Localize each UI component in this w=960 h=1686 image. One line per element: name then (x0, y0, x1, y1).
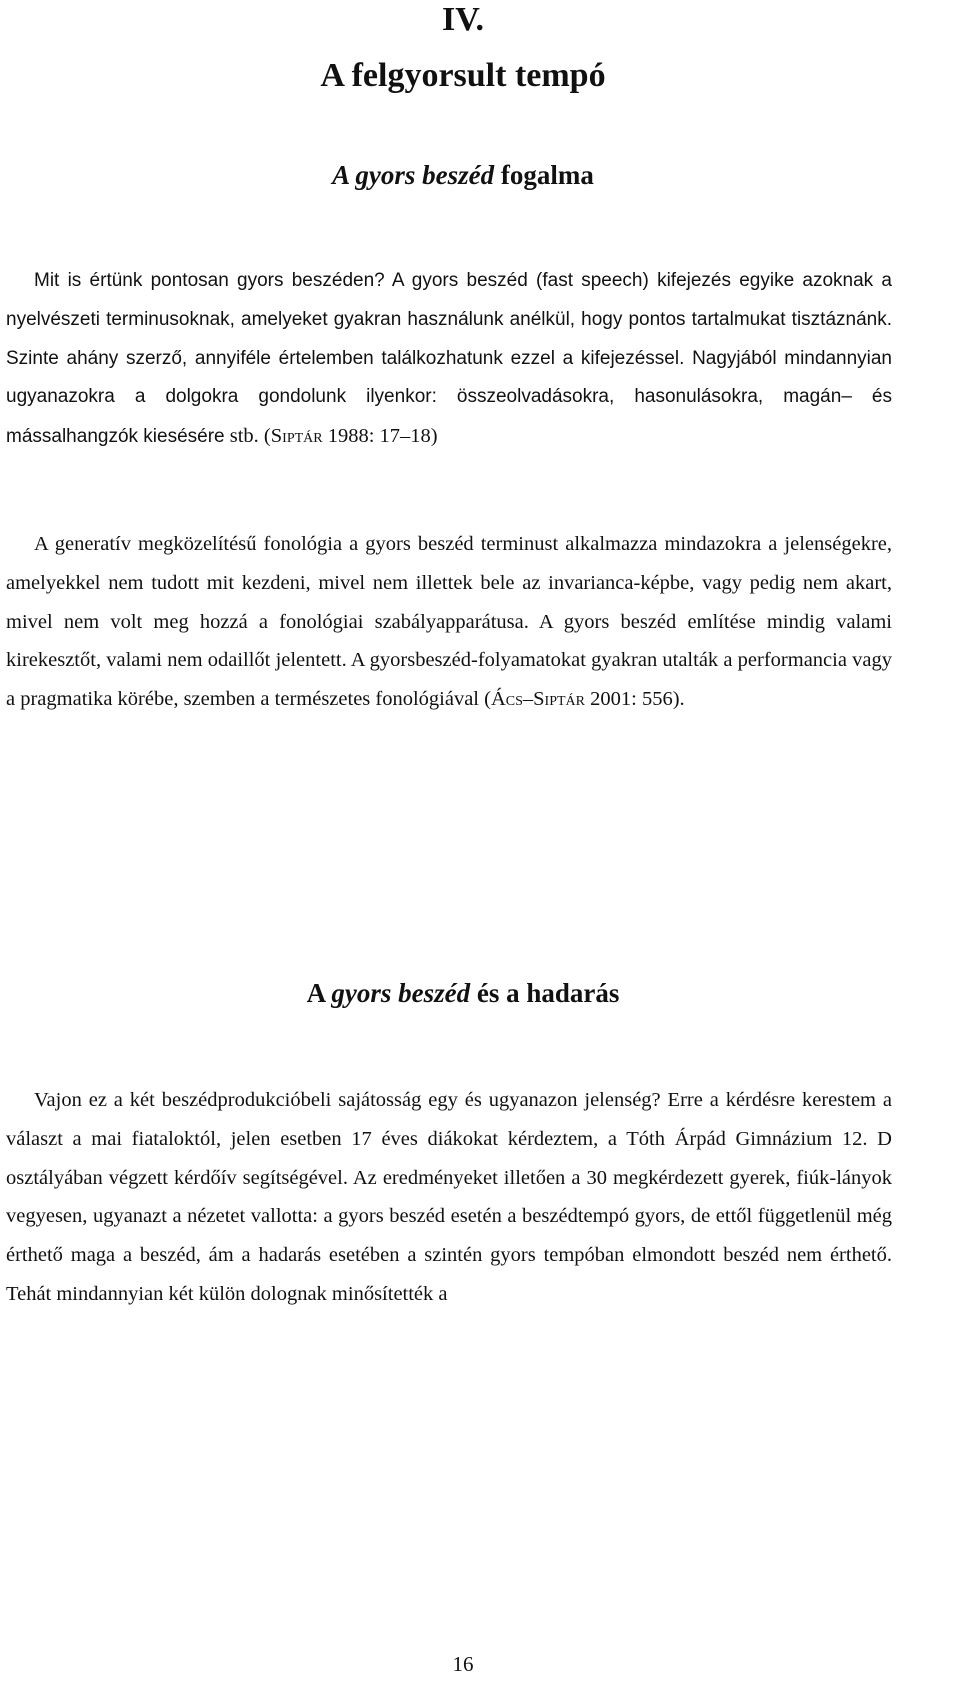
section-heading-rest: fogalma (494, 160, 594, 190)
paragraph-generative-text: A generatív megközelítésű fonológia a gyors beszéd terminust alkalmazza mindazokra a jelenségekre, amelyekkel nem tudott mit kezdeni, mivel nem illettek bele az invarianca-képbe, vagy pedig nem akart, mivel nem volt meg hozzá a fonológiai szabályapparátusa. A gyors beszéd említése mindig valami kirekesztőt, valami nem odaillőt jelentett. A gyorsbeszéd-folyamatokat gyakran utalták a performancia vagy a pragmatika körébe, szemben a természetes fonológiával ( (6, 533, 892, 711)
chapter-number: IV. (442, 1, 484, 38)
section-heading-gyors-beszed-fogalma (0, 158, 926, 192)
section-heading-gyors-beszed-es-hadaras (0, 976, 926, 1010)
section-heading-italic: gyors beszéd (331, 978, 471, 1008)
page-number: 16 (452, 1652, 474, 1676)
paragraph-definition-tail: stb. ( (224, 425, 271, 448)
chapter-title: A felgyorsult tempó (320, 57, 606, 94)
citation-dash: – (522, 688, 534, 711)
citation-author-1: Ács (490, 688, 523, 711)
citation-reference: 1988: 17–18) (322, 425, 438, 448)
section-heading-rest: és a hadarás (470, 978, 620, 1008)
section-heading-prefix: A (306, 978, 332, 1008)
paragraph-survey: Vajon ez a két beszédprodukcióbeli sajátosság egy és ugyanazon jelenség? Erre a kérdésre kerestem a választ a mai fiataloktól, jelen esetben 17 éves diákokat kérdeztem, a Tóth Árpád Gimnázium 12. D osztályában végzett kérdőív segítségével. Az eredményeket illetően a 30 megkérdezett gyerek, fiúk-lányok vegyesen, ugyanazt a nézetet vallotta: a gyors beszéd esetén a beszédtempó gyors, de ettől függetlenül még érthető maga a beszéd, ám a hadarás esetében a szintén gyors tempóban elmondott beszéd nem érthető. Tehát mindannyian két külön dolognak minősítették a (6, 1089, 892, 1305)
paragraph-generative-phonology (6, 525, 892, 719)
paragraph-definition-text: Mit is értünk pontosan gyors beszéden? A gyors beszéd (fast speech) kifejezés egyike azoknak a nyelvészeti terminusoknak, amelyeket gyakran használunk anélkül, hogy pontos tartalmukat tisztáznánk. Szinte ahány szerző, annyiféle értelemben találkozhatunk ezzel a kifejezéssel. Nagyjából mindannyian ugyanazokra a dolgokra gondolunk ilyenkor: összeolvadásokra, hasonulásokra, magán– és mássalhangzók kiesésére (6, 270, 892, 448)
section-heading-italic: A gyors beszéd (332, 160, 495, 190)
citation-author-2: Siptár (533, 688, 585, 711)
citation-author: Siptár (270, 425, 323, 448)
citation-reference: 2001: 556). (585, 688, 685, 711)
paragraph-definition (6, 262, 892, 457)
